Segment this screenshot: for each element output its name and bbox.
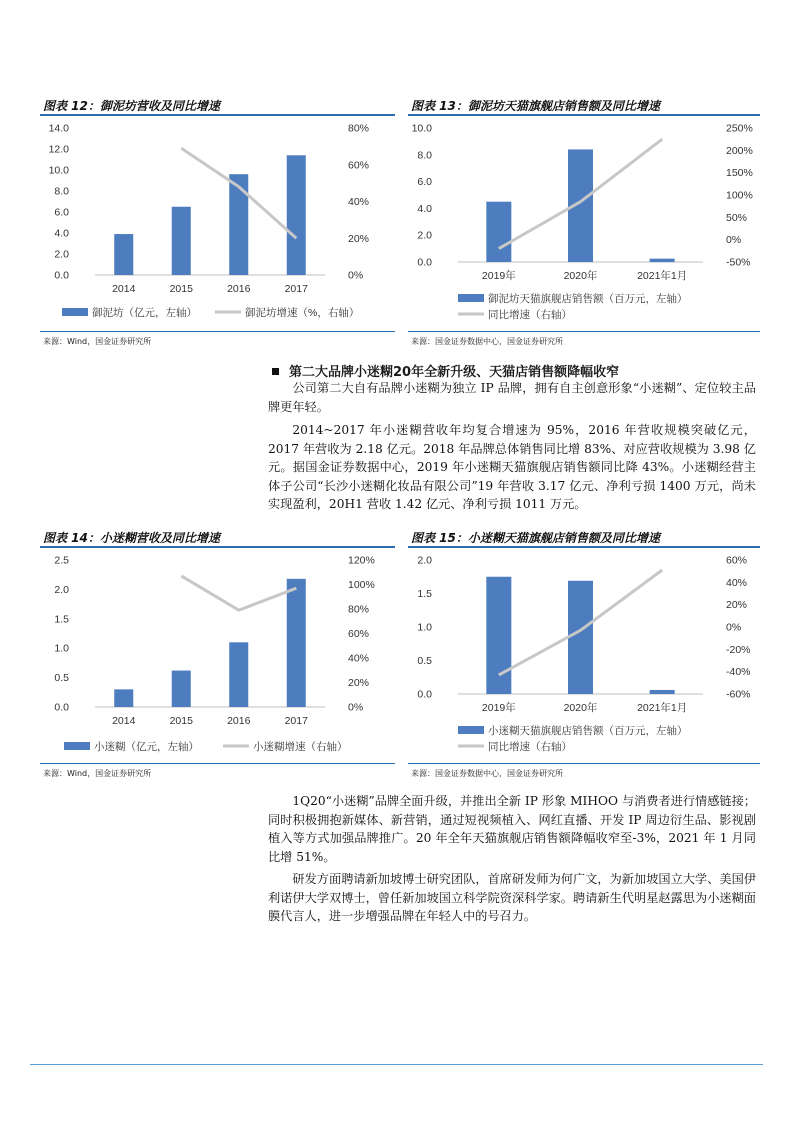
- fig15-right-tick-label: 0%: [726, 621, 742, 634]
- fig12-right-tick-label: 80%: [348, 122, 370, 135]
- fig14-right-tick-label: 20%: [348, 677, 370, 689]
- fig14-right-tick-label: 0%: [348, 701, 364, 714]
- fig15-bar: [650, 690, 675, 694]
- bullet-square-icon: [272, 368, 279, 375]
- fig12-left-tick-label: 6.0: [54, 206, 69, 219]
- fig13-right-tick-label: 150%: [726, 167, 753, 180]
- fig15-right-tick-label: -40%: [726, 666, 751, 679]
- fig13-bar: [486, 202, 511, 262]
- fig12-bar: [114, 234, 133, 275]
- fig14-legend-bar-swatch: [64, 742, 90, 750]
- fig14-category-label: 2016: [227, 715, 251, 727]
- fig12-right-tick-label: 40%: [348, 196, 370, 208]
- paragraph-1: 公司第二大自有品牌小迷糊为独立 IP 品牌，拥有自主创意形象“小迷糊”、定位较主品牌更年轻。: [268, 381, 756, 414]
- figure-12-top-rule: [40, 114, 395, 116]
- fig14-bar: [229, 642, 248, 707]
- fig14-legend-label: 小迷糊（亿元，左轴）: [94, 741, 199, 753]
- fig15-left-tick-label: 1.5: [417, 588, 432, 600]
- fig13-right-tick-label: -50%: [726, 256, 751, 269]
- fig15-category-label: 2020年: [563, 702, 598, 714]
- fig13-right-tick-label: 200%: [726, 144, 753, 157]
- fig13-bar: [650, 259, 675, 262]
- fig15-left-tick-label: 0.0: [417, 688, 432, 701]
- figure-14-top-rule: [40, 546, 395, 548]
- figure-15-title: 图表 15：小迷糊天猫旗舰店销售额及同比增速: [411, 531, 660, 545]
- fig13-category-label: 2021年1月: [637, 270, 688, 282]
- fig14-right-tick-label: 40%: [348, 652, 370, 665]
- figure-13-source: 来源：国金证券数据中心，国金证券研究所: [411, 337, 563, 346]
- figure-14-source: 来源：Wind，国金证券研究所: [43, 769, 152, 778]
- fig14-left-tick-label: 1.0: [54, 642, 69, 655]
- fig12-bar: [229, 174, 248, 275]
- fig15-legend-label: 同比增速（右轴）: [488, 741, 572, 753]
- fig14-left-tick-label: 2.5: [54, 554, 69, 567]
- fig13-category-label: 2020年: [563, 270, 598, 282]
- fig12-left-tick-label: 4.0: [54, 227, 69, 240]
- figure-13-chart: [408, 118, 760, 328]
- fig14-right-tick-label: 100%: [348, 579, 375, 591]
- section-heading-text: 第二大品牌小迷糊20年全新升级、天猫店销售额降幅收窄: [289, 365, 620, 380]
- fig15-category-label: 2021年1月: [637, 702, 688, 714]
- fig12-left-tick-label: 10.0: [48, 164, 69, 177]
- fig14-growth-line: [181, 576, 296, 610]
- fig13-left-tick-label: 0.0: [417, 256, 432, 269]
- fig14-bar: [172, 671, 191, 707]
- fig12-bar: [172, 207, 191, 275]
- fig13-left-tick-label: 10.0: [411, 122, 432, 135]
- figure-12-source: 来源：Wind，国金证券研究所: [43, 337, 152, 346]
- fig13-left-tick-label: 4.0: [417, 202, 432, 215]
- figure-15-top-rule: [408, 546, 760, 548]
- fig14-category-label: 2017: [284, 715, 308, 727]
- fig15-bar: [486, 577, 511, 694]
- fig14-right-tick-label: 60%: [348, 628, 370, 640]
- fig12-category-label: 2015: [169, 283, 193, 295]
- fig14-left-tick-label: 0.5: [54, 672, 69, 685]
- figure-15-bottom-rule: [408, 763, 760, 764]
- fig12-left-tick-label: 8.0: [54, 185, 69, 198]
- fig13-right-tick-label: 100%: [726, 189, 753, 202]
- fig15-legend-bar-swatch: [458, 726, 484, 734]
- fig15-left-tick-label: 0.5: [417, 655, 432, 667]
- figure-13-bottom-rule: [408, 331, 760, 332]
- fig15-right-tick-label: -60%: [726, 688, 751, 701]
- fig14-right-tick-label: 120%: [348, 554, 375, 567]
- fig13-left-tick-label: 2.0: [417, 229, 432, 242]
- fig15-left-tick-label: 2.0: [417, 554, 432, 567]
- section-heading: [272, 361, 619, 380]
- fig14-left-tick-label: 1.5: [54, 613, 69, 626]
- fig12-left-tick-label: 0.0: [54, 269, 69, 282]
- fig15-right-tick-label: 40%: [726, 576, 748, 589]
- fig15-bar: [568, 581, 593, 694]
- fig15-right-tick-label: 20%: [726, 599, 748, 612]
- fig15-legend-label: 小迷糊天猫旗舰店销售额（百万元，左轴）: [488, 725, 688, 737]
- fig12-category-label: 2016: [227, 283, 251, 295]
- figure-14-title: 图表 14：小迷糊营收及同比增速: [43, 531, 220, 545]
- fig14-bar: [287, 579, 306, 707]
- footer-divider: [30, 1064, 763, 1065]
- fig12-right-tick-label: 60%: [348, 159, 370, 172]
- fig14-category-label: 2014: [112, 715, 136, 727]
- fig12-legend-bar-swatch: [62, 308, 88, 316]
- fig12-right-tick-label: 0%: [348, 269, 364, 282]
- fig13-right-tick-label: 0%: [726, 234, 742, 247]
- figure-12-title: 图表 12：御泥坊营收及同比增速: [43, 99, 220, 113]
- fig13-left-tick-label: 8.0: [417, 149, 432, 162]
- fig12-left-tick-label: 12.0: [48, 143, 69, 156]
- figure-12-chart: [40, 118, 395, 328]
- fig12-legend-label: 御泥坊增速（%，右轴）: [245, 307, 360, 319]
- figure-14-bottom-rule: [40, 763, 395, 764]
- paragraph-3: 1Q20“小迷糊”品牌全面升级，并推出全新 IP 形象 MIHOO 与消费者进行情感链接；同时积极拥抱新媒体、新营销，通过短视频植入、网红直播、开发 IP 周边衍生品、影视剧植入等方式加强品牌推广。20 年全年天猫旗舰店销售额降幅收窄至-3%，2021 年 1 月同比增 51%。: [268, 794, 756, 864]
- fig14-right-tick-label: 80%: [348, 603, 370, 616]
- fig14-bar: [114, 689, 133, 707]
- fig12-right-tick-label: 20%: [348, 232, 370, 245]
- fig13-right-tick-label: 250%: [726, 122, 753, 135]
- fig13-legend-label: 同比增速（右轴）: [488, 309, 572, 321]
- fig13-category-label: 2019年: [481, 270, 516, 282]
- figure-13-top-rule: [408, 114, 760, 116]
- fig14-left-tick-label: 2.0: [54, 583, 69, 596]
- fig14-legend-label: 小迷糊增速（右轴）: [253, 741, 348, 753]
- figure-13-title: 图表 13：御泥坊天猫旗舰店销售额及同比增速: [411, 99, 660, 113]
- fig12-left-tick-label: 14.0: [48, 122, 69, 135]
- fig15-left-tick-label: 1.0: [417, 621, 432, 634]
- figure-14-chart: [40, 550, 395, 760]
- fig13-right-tick-label: 50%: [726, 211, 748, 224]
- fig13-legend-bar-swatch: [458, 294, 484, 302]
- fig14-left-tick-label: 0.0: [54, 701, 69, 714]
- fig12-bar: [287, 155, 306, 275]
- figure-12-bottom-rule: [40, 331, 395, 332]
- fig15-category-label: 2019年: [481, 702, 516, 714]
- fig13-legend-label: 御泥坊天猫旗舰店销售额（百万元，左轴）: [488, 293, 688, 305]
- paragraph-4: 研发方面聘请新加坡博士研究团队，首席研发师为何广文，为新加坡国立大学、美国伊利诺伊大学双博士，曾任新加坡国立科学院资深科学家。聘请新生代明星赵露思为小迷糊面膜代言人，进一步增强品牌在年轻人中的号召力。: [268, 872, 756, 923]
- fig12-left-tick-label: 2.0: [54, 248, 69, 261]
- paragraph-2: 2014~2017 年小迷糊营收年均复合增速为 95%，2016 年营收规模突破亿元，2017 年营收为 2.18 亿元。2018 年品牌总体销售同比增 83%、对应营收规模为 3.98 亿元。据国金证券数据中心，2019 年小迷糊天猫旗舰店销售额同比降 43%。小迷糊经营主体子公司“长沙小迷糊化妆品有限公司”19 年营收 3.17 亿元、净利亏损 1400 万元，尚未实现盈利，20H1 营收 1.42 亿元、净利亏损 1011 万元。: [268, 423, 756, 511]
- fig14-category-label: 2015: [169, 715, 193, 727]
- figure-15-chart: [408, 550, 760, 760]
- figure-15-source: 来源：国金证券数据中心，国金证券研究所: [411, 769, 563, 778]
- fig15-right-tick-label: 60%: [726, 554, 748, 567]
- fig15-right-tick-label: -20%: [726, 643, 751, 656]
- fig12-category-label: 2014: [112, 283, 136, 295]
- fig12-legend-label: 御泥坊（亿元，左轴）: [92, 307, 197, 319]
- fig13-left-tick-label: 6.0: [417, 176, 432, 189]
- fig12-category-label: 2017: [284, 283, 308, 295]
